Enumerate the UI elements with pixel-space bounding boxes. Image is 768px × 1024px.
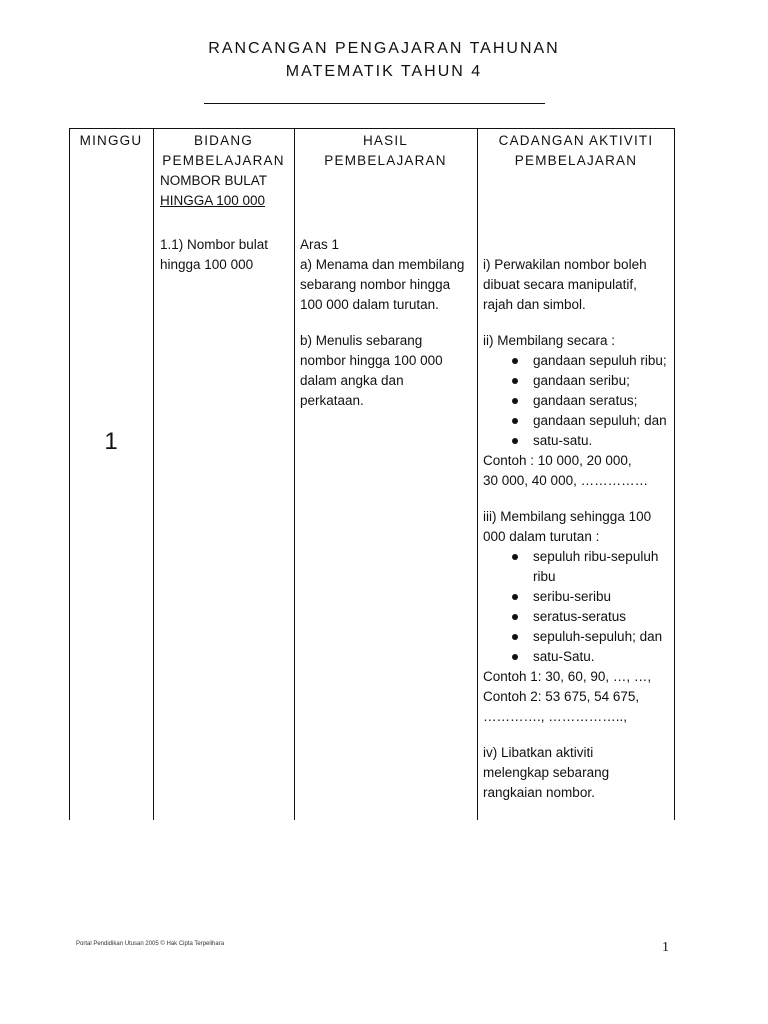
bullet-icon [512, 378, 518, 384]
cadangan-content [477, 171, 675, 803]
document-subtitle: MATEMATIK TAHUN 4 [285, 63, 483, 80]
hasil-content [294, 171, 477, 411]
list-item: sepuluh-sepuluh; dan [483, 627, 675, 647]
activity-i: i) Perwakilan nombor boleh dibuat secara manipulatif, rajah dan simbol. [483, 257, 647, 312]
header-cadangan: CADANGAN AKTIVITI PEMBELAJARAN [498, 133, 654, 168]
list-item: gandaan seribu; [483, 371, 675, 391]
activity-ii: ii) Membilang secara : gandaan sepuluh ribu; gandaan seribu; gandaan seratus; gandaan sepuluh; dan satu-satu. Contoh : 10 000, 20 000, 30 000, 40 000, …………… [483, 331, 675, 491]
bullet-icon [512, 614, 518, 620]
bullet-icon [512, 554, 518, 560]
list-item: seribu-seribu [483, 587, 675, 607]
topic-range: HINGGA 100 000 [160, 193, 266, 208]
bullet-icon [512, 634, 518, 640]
list-item: gandaan sepuluh ribu; [483, 351, 675, 371]
column-bidang [153, 131, 294, 275]
header-hasil: HASIL PEMBELAJARAN [324, 133, 447, 168]
bullet-list-iii [483, 547, 675, 667]
week-number: 1 [104, 428, 118, 455]
header-minggu: MINGGU [79, 133, 143, 148]
footer-copyright: Portal Pendidikan Utusan 2005 © Hak Cipta Terpelihara [76, 941, 225, 947]
bullet-icon [512, 654, 518, 660]
list-item: satu-Satu. [483, 647, 675, 667]
bullet-icon [512, 594, 518, 600]
list-item: gandaan sepuluh; dan [483, 411, 675, 431]
list-item: satu-satu. [483, 431, 675, 451]
document-title: RANCANGAN PENGAJARAN TAHUNAN [208, 40, 560, 57]
outcome-b: b) Menulis sebarang nombor hingga 100 000 dalam angka dan perkataan. [300, 333, 443, 408]
subtopic-line: hingga 100 000 [160, 257, 254, 272]
bullet-icon [512, 438, 518, 444]
subtopic-line: 1.1) Nombor bulat [160, 237, 269, 252]
page-number: 1 [662, 940, 669, 955]
bullet-icon [512, 398, 518, 404]
activity-iii: iii) Membilang sehingga 100 000 dalam turutan : sepuluh ribu-sepuluh ribu seribu-seribu seratus-seratus sepuluh-sepuluh; dan satu-Satu. Contoh 1: 30, 60, 90, …, …, Contoh 2: 53 675, 54 675, …………., …………….., [483, 507, 675, 727]
list-item: seratus-seratus [483, 607, 675, 627]
bullet-icon [512, 358, 518, 364]
activity-iv: iv) Libatkan aktiviti melengkap sebarang rangkaian nombor. [483, 745, 610, 800]
bullet-list-ii [483, 351, 675, 451]
column-hasil [294, 131, 477, 411]
column-cadangan [477, 131, 675, 803]
header-bidang: BIDANG PEMBELAJARAN [162, 133, 285, 168]
topic-title: NOMBOR BULAT [160, 173, 268, 188]
list-item: gandaan seratus; [483, 391, 675, 411]
list-item: sepuluh ribu-sepuluh [483, 547, 675, 567]
title-underline [204, 103, 545, 104]
level-label: Aras 1 [300, 237, 340, 252]
bullet-icon [512, 418, 518, 424]
bidang-content [153, 171, 294, 275]
list-item-continuation: ribu [533, 569, 556, 584]
outcome-a: a) Menama dan membilang sebarang nombor hingga 100 000 dalam turutan. [300, 257, 465, 312]
